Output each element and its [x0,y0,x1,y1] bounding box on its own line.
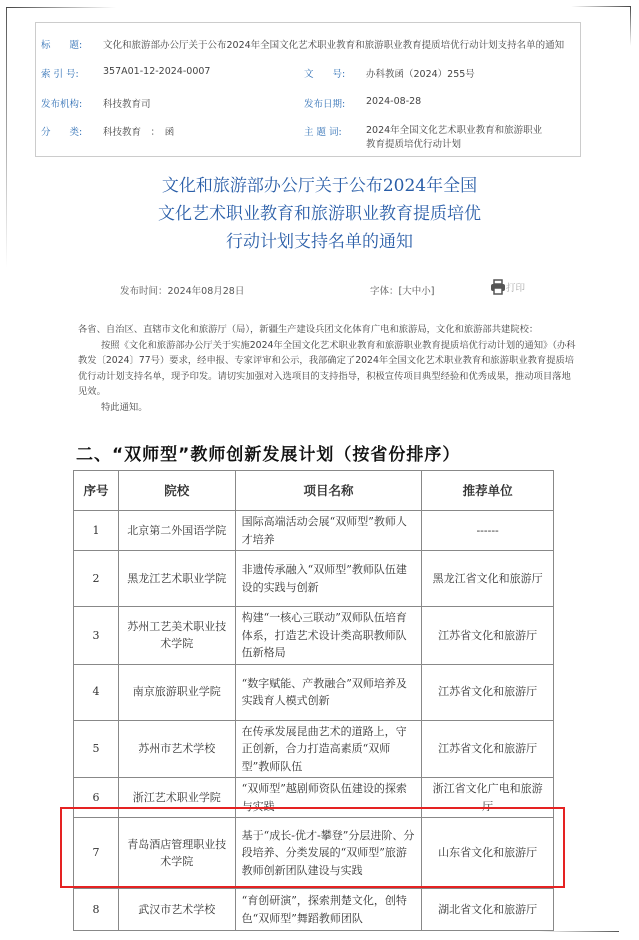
publish-time: 发布时间：2024年08月28日 [120,286,245,297]
project-name: 基于“成长-优才-攀登”分层进阶、分段培养、分类发展的“双师型”旅游教师创新团队建设与实践 [235,818,422,889]
date-label: 发布日期: [304,99,346,110]
title-value: 文化和旅游部办公厅关于公布2024年全国文化艺术职业教育和旅游职业教育提质培优行动计划支持名单的通知 [103,40,565,51]
index-value: 357A01-12-2024-0007 [103,66,211,77]
title-line: 文化和旅游部办公厅关于公布2024年全国 [161,176,478,196]
row-number: 2 [74,551,119,607]
project-name: 非遗传承融入“双师型”教师队伍建设的实践与创新 [235,551,422,607]
frame-line [571,6,631,7]
school: 北京第二外国语学院 [118,511,235,551]
recommender: 江苏省文化和旅游厅 [422,664,554,720]
school: 武汉市艺术学校 [118,889,235,931]
table-header [74,471,554,511]
row-number: 7 [74,818,119,889]
date-value: 2024-08-28 [366,96,422,107]
recommender: 湖北省文化和旅游厅 [422,889,554,931]
org-value: 科技教育司 [103,99,151,110]
table-row [74,511,554,551]
frame-line [6,7,116,8]
title-line: 文化艺术职业教育和旅游职业教育提质培优 [158,204,481,224]
title-line: 行动计划支持名单的通知 [226,232,413,252]
recommender: 黑龙江省文化和旅游厅 [422,551,554,607]
project-name: “育创研演”，探索荆楚文化，创特色“双师型”舞蹈教师团队 [235,889,422,931]
printer-icon [490,279,506,295]
row-number: 6 [74,778,119,818]
font-size-control[interactable]: 字体：[大中小] [370,286,435,297]
project-name: 构建“一核心三联动”双师队伍培育体系，打造艺术设计类高职教师队伍新格局 [235,607,422,665]
project-name: 在传承发展昆曲艺术的道路上，守正创新，合力打造高素质“双师型”教师队伍 [235,720,422,778]
row-number: 8 [74,889,119,931]
closing: 特此通知。 [101,401,148,413]
salutation: 各省、自治区、直辖市文化和旅游厅（局），新疆生产建设兵团文化体育广电和旅游局，文化和旅游部共建院校： [78,324,539,335]
document-info-box [35,22,581,157]
recommender: 江苏省文化和旅游厅 [422,720,554,778]
project-name: “数字赋能、产教融合”双师培养及实践育人模式创新 [235,664,422,720]
recommender: 山东省文化和旅游厅 [422,818,554,889]
header-school: 院校 [118,471,235,511]
header-recommender: 推荐单位 [422,471,554,511]
docno-value: 办科教函（2024）255号 [366,69,475,80]
project-name: 国际高端活动会展“双师型”教师人才培养 [235,511,422,551]
topic-label: 主 题 词: [304,127,342,138]
school: 青岛酒店管理职业技术学院 [118,818,235,889]
table-row [74,720,554,778]
topic-value: 2024年全国文化艺术职业教育和旅游职业教育提质培优行动计划 [366,125,543,150]
category-label: 分 类: [41,127,83,138]
frame-line [539,931,619,932]
recommender: 浙江省文化广电和旅游厅 [422,778,554,818]
header-project: 项目名称 [235,471,422,511]
body-paragraph: 按照《文化和旅游部办公厅关于实施2024年全国文化艺术职业教育和旅游职业教育提质培优行动计划的通知》（办科教发〔2024〕77号）要求，经申报、专家评审和公示，我部确定了2024年全国文化艺术职业教育和旅游职业教育提质培优行动计划支持名单，现予印发。请切实加强对入选项目的支持指导，积极宣传项目典型经验和优秀成果，推动项目落地见效。 [78,339,576,397]
highlight-box [60,807,565,888]
frame-line [630,6,631,46]
recommender: 江苏省文化和旅游厅 [422,607,554,665]
title-label: 标 题: [41,40,83,51]
school: 苏州工艺美术职业技术学院 [118,607,235,665]
row-number: 5 [74,720,119,778]
school: 苏州市艺术学校 [118,720,235,778]
recommender: ------ [422,511,554,551]
org-label: 发布机构: [41,99,83,110]
docno-label: 文 号: [304,69,346,80]
project-name: “双师型”越剧师资队伍建设的探索与实践 [235,778,422,818]
print-button[interactable] [490,279,525,295]
document-body [78,322,578,415]
row-number: 3 [74,607,119,665]
school: 浙江艺术职业学院 [118,778,235,818]
table-row [74,664,554,720]
row-number: 4 [74,664,119,720]
section-title: 二、“双师型”教师创新发展计划（按省份排序） [76,445,461,465]
category-value: 科技教育 ： 函 [103,127,175,138]
school: 南京旅游职业学院 [118,664,235,720]
table-row [74,889,554,931]
header-no: 序号 [74,471,119,511]
page-title [0,172,639,256]
table-row [74,607,554,665]
row-number: 1 [74,511,119,551]
table-row [74,551,554,607]
index-label: 索 引 号: [41,69,79,80]
school: 黑龙江艺术职业学院 [118,551,235,607]
print-label: 打印 [506,283,526,294]
